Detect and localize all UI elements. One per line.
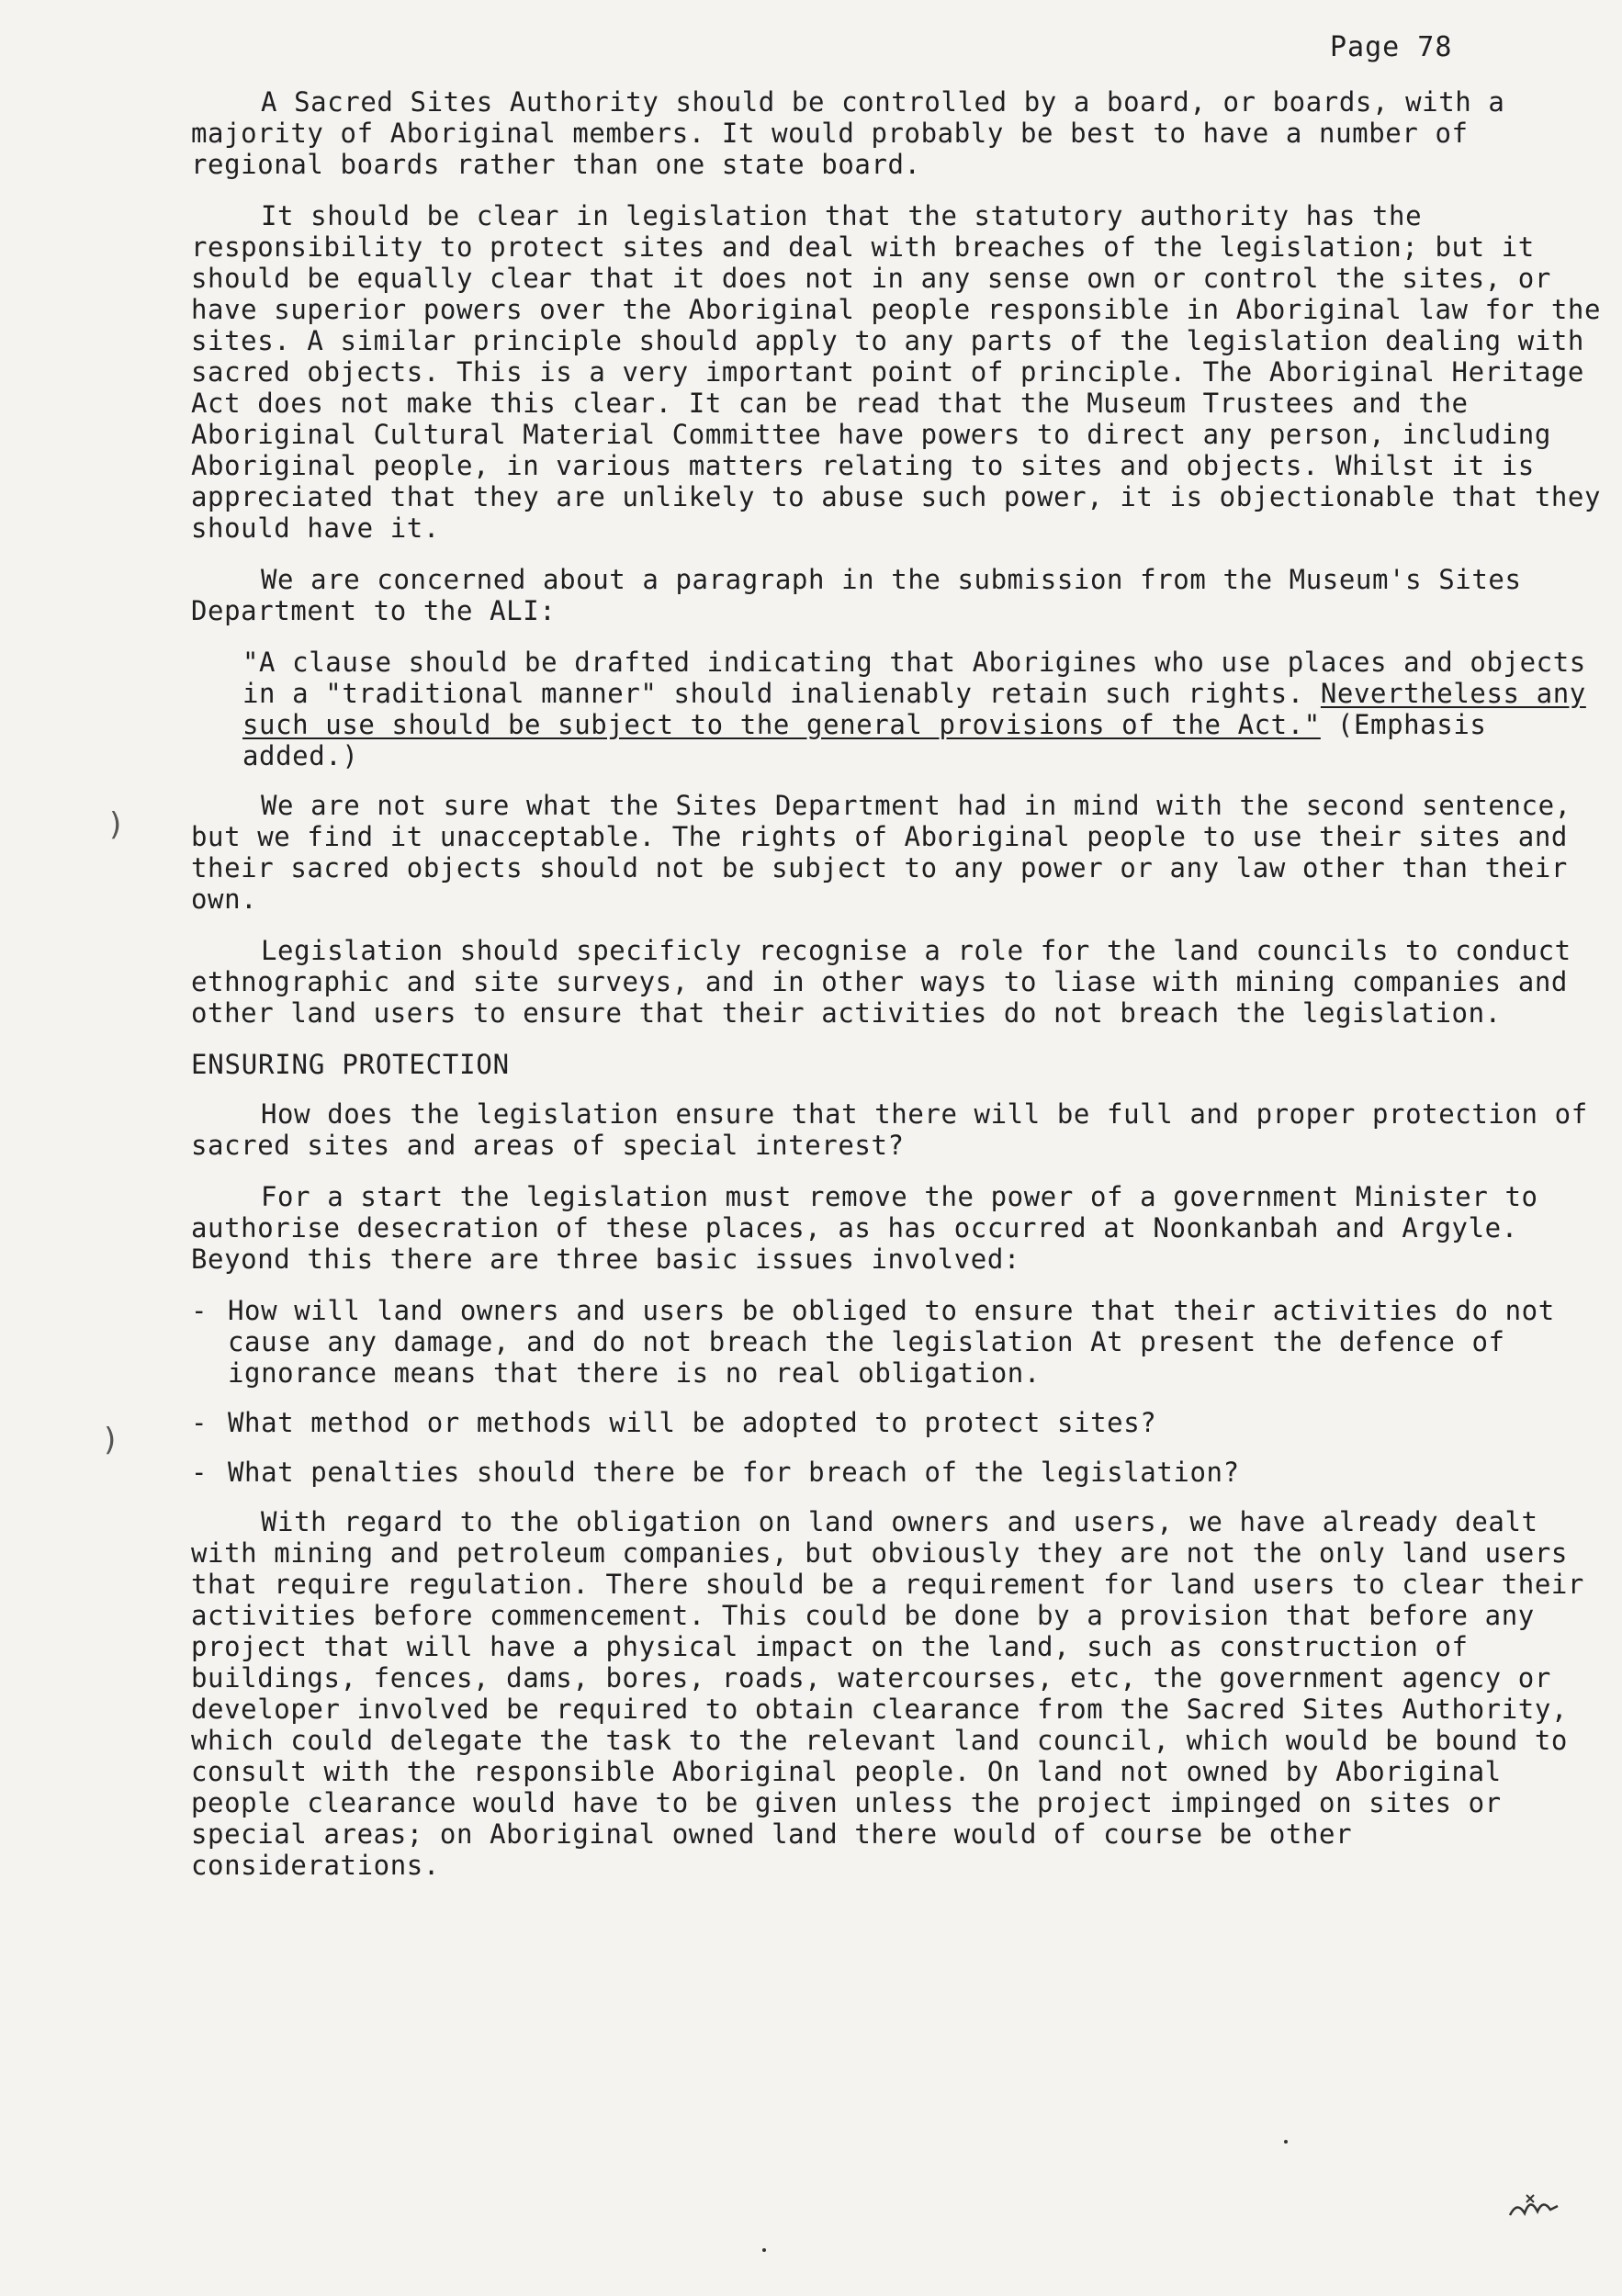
- margin-bracket-mark: ): [101, 1422, 120, 1458]
- handwritten-mark-icon: [1506, 2188, 1561, 2224]
- quote-text: "A clause should be drafted indicating that Aborigines who use places and objects in a "traditional manner" should inalienably retain such rights.: [242, 647, 1586, 709]
- paragraph-land-user-obligation: With regard to the obligation on land owners and users, we have already dealt with mining and petroleum companies, but obviously they are not the only land users that require regulation. There should be a requirement for land users to clear their activities before commencement. This could be done by a provision that before any project that will have a physical impact on the land, such as construction of buildings, fences, dams, bores, roads, watercourses, etc, the government agency or developer involved be required to obtain clearance from the Sacred Sites Authority, which could delegate the task to the relevant land council, which would be bound to consult with the responsible Aboriginal people. On land not owned by Aboriginal people clearance would have to be given unless the project impinged on sites or special areas; on Aboriginal owned land there would of course be other considerations.: [191, 1506, 1584, 1881]
- paragraph-protection-question: How does the legislation ensure that there will be full and proper protection of sacred sites and areas of special interest?: [191, 1098, 1588, 1161]
- list-item-text: How will land owners and users be obliged to ensure that their activities do not cause any damage, and do not breach the legislation At present the defence of ignorance means that there is no real obligation.: [228, 1295, 1555, 1389]
- issues-list: [191, 1295, 1611, 1488]
- margin-bracket-mark: ): [107, 806, 126, 843]
- quote-emphasised-text: Nevertheless any such use should be subject to the general provisions of the Act.": [242, 678, 1586, 740]
- page-number: Page 78: [1330, 31, 1453, 63]
- list-dash: -: [191, 1407, 208, 1438]
- list-item: [191, 1295, 1611, 1389]
- list-item-text: What penalties should there be for breach of the legislation?: [228, 1457, 1240, 1488]
- paragraph-statutory-authority: It should be clear in legislation that the statutory authority has the responsibility to protect sites and deal with breaches of the legislation; but it should be equally clear that it does not in any sense own or control the sites, or have superior powers over the Aboriginal people responsible in Aboriginal law for the sites. A similar principle should apply to any parts of the legislation dealing with sacred objects. This is a very important point of principle. The Aboriginal Heritage Act does not make this clear. It can be read that the Museum Trustees and the Aboriginal Cultural Material Committee have powers to direct any person, including Aboriginal people, in various matters relating to sites and objects. Whilst it is appreciated that they are unlikely to abuse such power, it is objectionable that they should have it.: [191, 200, 1602, 544]
- paper-speck: [1284, 2140, 1288, 2144]
- list-item: [191, 1457, 1611, 1488]
- list-item-text: What method or methods will be adopted to protect sites?: [228, 1407, 1157, 1438]
- paragraph-minister-power: For a start the legislation must remove the power of a government Minister to authorise desecration of these places, as has occurred at Noonkanbah and Argyle. Beyond this there are three basic issues involved:: [191, 1181, 1538, 1275]
- document-body: [191, 86, 1611, 1901]
- paragraph-authority-board: A Sacred Sites Authority should be controlled by a board, or boards, with a majority of Aboriginal members. It would probably be best to have a number of regional boards rather than one state board.: [191, 86, 1505, 180]
- emphasis-note: (Emphasis added.): [242, 709, 1487, 771]
- list-item: [191, 1407, 1611, 1438]
- paragraph-sites-department-response: We are not sure what the Sites Department had in mind with the second sentence, but we find it unacceptable. The rights of Aboriginal people to use their sites and their sacred objects should not be subject to any power or any law other than their own.: [191, 790, 1571, 915]
- paragraph-submission-concern: We are concerned about a paragraph in the submission from the Museum's Sites Department to the ALI:: [191, 564, 1522, 626]
- section-heading: ENSURING PROTECTION: [191, 1049, 510, 1080]
- quoted-clause: [242, 647, 1611, 771]
- paper-speck: [762, 2248, 766, 2252]
- list-dash: -: [191, 1295, 208, 1326]
- paragraph-land-councils-role: Legislation should specificly recognise a role for the land councils to conduct ethnographic and site surveys, and in other ways to liase with mining companies and other land users to ensure that their activities do not breach the legislation.: [191, 935, 1571, 1029]
- list-dash: -: [191, 1457, 208, 1488]
